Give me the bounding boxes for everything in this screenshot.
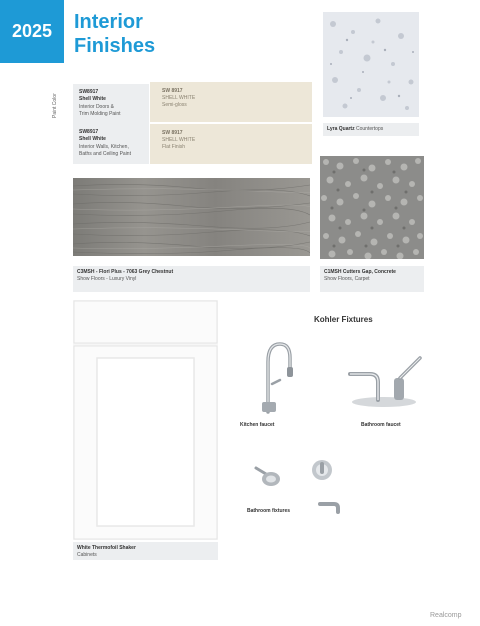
tub-spout-icon bbox=[318, 498, 340, 516]
realcomp-watermark: Realcomp bbox=[430, 612, 462, 619]
swatch-name: SHELL WHITE bbox=[162, 95, 196, 101]
paint-use-2: Baths and Ceiling Paint bbox=[79, 150, 131, 157]
paint-swatch-flat bbox=[150, 124, 312, 164]
swatch-code: SW 8917 bbox=[162, 130, 183, 136]
quartz-caption bbox=[323, 123, 419, 136]
paint-name: Shell White bbox=[79, 135, 106, 142]
title-line-2: Finishes bbox=[74, 35, 156, 57]
shower-head-icon bbox=[254, 464, 284, 490]
paint-use: Interior Doors & bbox=[79, 104, 115, 110]
quartz-name: Lyra Quartz bbox=[327, 126, 355, 132]
shower-valve-icon bbox=[310, 458, 334, 482]
paint-label-walls bbox=[73, 124, 149, 164]
cabinet-name: White Thermofoil Shaker bbox=[77, 545, 136, 551]
cabinet-caption bbox=[73, 542, 218, 560]
cabinet-sample bbox=[73, 300, 218, 540]
bathroom-faucet-label: Bathroom faucet bbox=[361, 422, 401, 428]
flooring-use: Show Floors - Luxury Vinyl bbox=[77, 275, 137, 282]
quartz-use: Countertops bbox=[356, 126, 384, 132]
carpet-texture bbox=[320, 156, 424, 259]
cabinet-use: Cabinets bbox=[77, 551, 97, 558]
carpet-use: Show Floors, Carpet bbox=[324, 275, 370, 282]
carpet-sample bbox=[320, 156, 424, 259]
bathroom-fixtures-label: Bathroom fixtures bbox=[247, 508, 291, 514]
paint-code: SW8917 bbox=[79, 129, 99, 135]
kitchen-faucet-icon bbox=[254, 340, 294, 415]
carpet-caption bbox=[320, 266, 424, 292]
wood-grain-texture bbox=[73, 178, 310, 256]
title-line-1: Interior bbox=[74, 11, 143, 33]
paint-use: Interior Walls, Kitchen, bbox=[79, 144, 129, 150]
quartz-texture bbox=[323, 12, 419, 117]
flooring-name: C3MSH - Flori Plus - 7063 Grey Chestnut bbox=[77, 269, 174, 275]
swatch-code: SW 8917 bbox=[162, 88, 183, 94]
bathroom-faucet-icon bbox=[342, 352, 426, 410]
swatch-finish: Flat Finish bbox=[162, 144, 186, 150]
kitchen-faucet-label: Kitchen faucet bbox=[240, 422, 275, 428]
flooring-caption bbox=[73, 266, 310, 292]
year-badge: 2025 bbox=[0, 0, 64, 63]
paint-use-2: Trim Molding Paint bbox=[79, 110, 121, 117]
paint-label-trim bbox=[73, 84, 149, 124]
quartz-sample bbox=[323, 12, 419, 117]
paint-swatch-semigloss bbox=[150, 82, 312, 122]
paint-name: Shell White bbox=[79, 95, 106, 102]
swatch-name: SHELL WHITE bbox=[162, 137, 196, 143]
carpet-name: C1MSH Cutters Gap, Concrete bbox=[324, 269, 396, 275]
paint-color-side-label: Paint Color bbox=[52, 93, 58, 118]
vinyl-flooring-sample bbox=[73, 178, 310, 256]
shaker-cabinet-door bbox=[73, 300, 218, 540]
paint-code: SW8917 bbox=[79, 89, 99, 95]
kohler-fixtures-title: Kohler Fixtures bbox=[314, 315, 373, 324]
page-title bbox=[74, 10, 155, 58]
swatch-finish: Semi-gloss bbox=[162, 102, 187, 108]
